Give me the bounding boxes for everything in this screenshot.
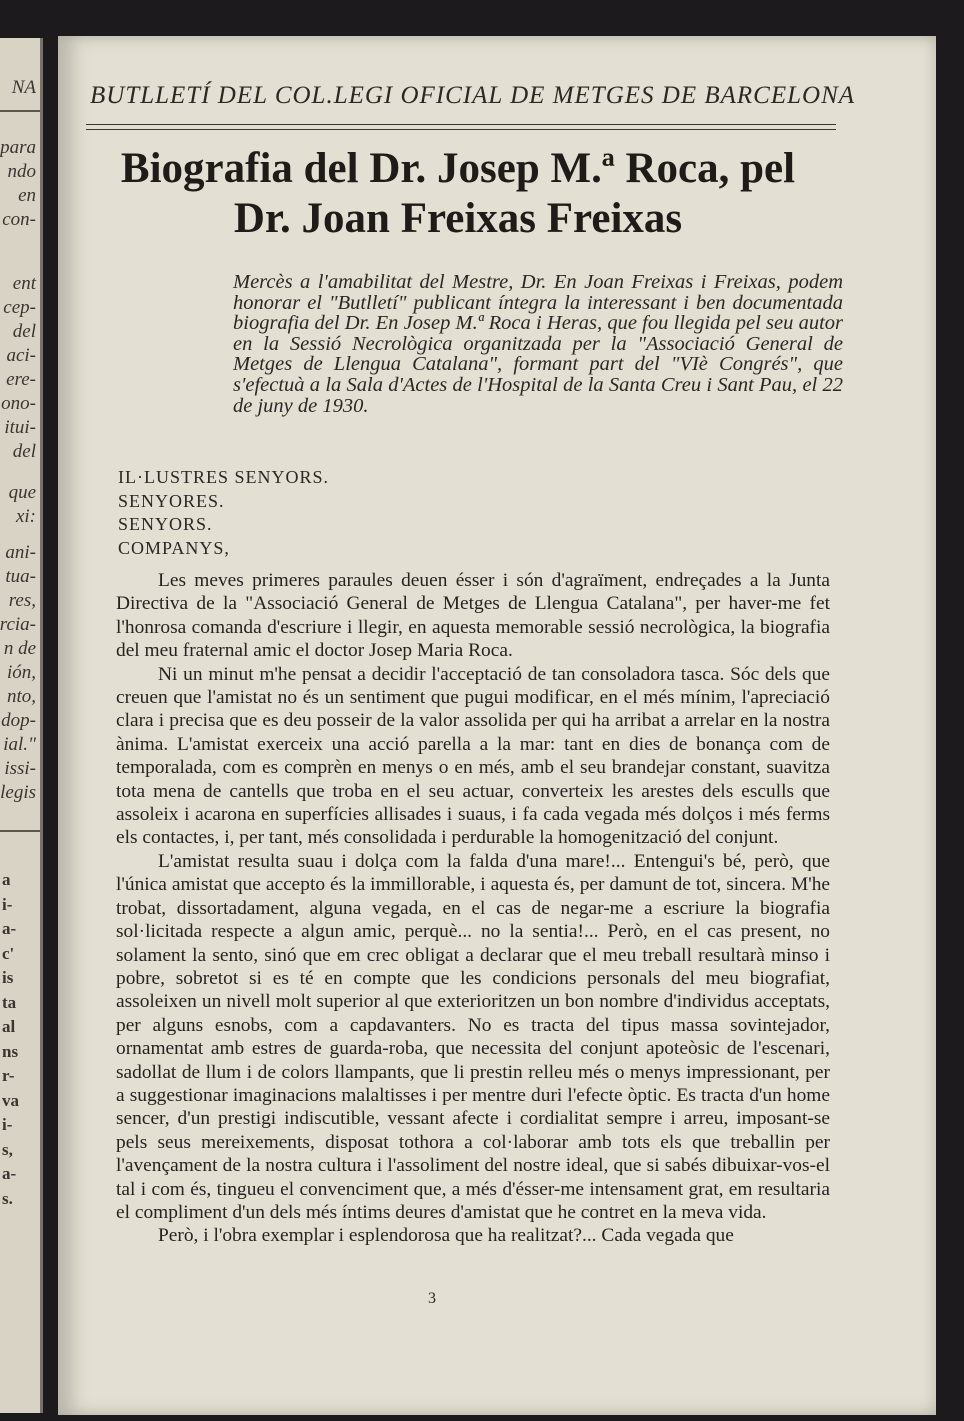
facing-page-line: r- [2,1066,15,1085]
article-title [98,144,818,244]
body-paragraph: L'amistat resulta suau i dolça com la falda d'una mare!... Entengui's bé, però, que l'única amistat que accepto és la immillorable, i aquesta és, per damunt de tot, sincera. M'he trobat, dissortadament, alguna vegada, en el cas de negar-me a escriure la biografia sol·licitada respecte a algun amic, perquè... no la sentia!... Però, en el cas present, no solament la sento, sinó que em crec obligat a declarar que el meu treball resultarà minso i pobre, sobretot si es té en compte que les condicions personals del meu biografiat, assoleixen un nivell molt superior al que exterioritzen un bon nombre d'individus acceptats, per alguns esnobs, com a capdavanters. No es tracta del tipus massa sovintejador, ornamentat amb estres de guarda-roba, que necessita del conjunt apoteòsic de l'escenari, sadollat de llum i de colors llampants, que li prestin relleu més o menys impressionant, per a suggestionar imaginacions malaltisses i per mentre duri l'efecte òptic. Es tracta d'un home sencer, d'un prestigi indiscutible, vessant afecte i cordialitat sempre i arreu, imposant-se pels seus mereixements, disposat tothora a col·laborar amb tots els que treballin per l'avençament de la nostra cultura i l'assoliment del nostre ideal, que si sabés dibuixar-vos-el tal i com és, tingueu el convenciment que, a més d'ésser-me intensament grat, em resultaria el compliment d'un dels més íntims deures d'amistat que he contret en la meva vida. [116,850,830,1223]
facing-page-line: a- [2,1164,17,1183]
facing-page-line: cep- [3,297,36,318]
article-title-line: Biografia del Dr. Josep M.ª Roca, pel [120,145,796,192]
facing-page-line: rcia- [0,614,36,635]
facing-page-line: aci- [6,345,36,366]
body-paragraph: Però, i l'obra exemplar i esplendorosa que ha realitzat?... Cada vegada que [158,1225,734,1247]
salutation [118,466,518,560]
running-head: BUTLLETÍ DEL COL.LEGI OFICIAL DE METGES DE BARCELONA [90,82,856,109]
facing-page-line: itui- [4,417,36,438]
facing-page-line: tua- [5,566,36,587]
salutation-line: COMPANYS, [118,537,230,558]
facing-page-line: dop- [1,710,36,731]
facing-page-line: del [12,441,36,462]
facing-page-line: xi: [15,506,36,527]
facing-page-line: del [12,321,36,342]
facing-page-text: NA [11,77,36,98]
article-body [116,569,830,1248]
salutation-line: SENYORS. [118,514,213,534]
page-number: 3 [428,1290,436,1307]
facing-page-text-block [9,481,36,529]
facing-page-line: nto, [6,686,36,707]
facing-page-line: a [2,870,11,889]
salutation-line: IL·LUSTRES SENYORS. [118,467,330,487]
facing-page-line: s. [2,1188,13,1208]
facing-page-line: al [2,1017,16,1036]
document-page [58,36,936,1415]
salutation-line: SENYORES. [118,490,225,511]
facing-page-line: que [8,482,36,503]
facing-page-rule [0,110,40,112]
editorial-intro: Mercès a l'amabilitat del Mestre, Dr. En Joan Freixas i Freixas, podem honorar el "Butlletí" publicant íntegra la interessant i ben documentada biografia del Dr. En Josep M.ª Roca i Heras, que fou llegida pel seu autor en la Sessió Necrològica organitzada per la "Associació General de Metges de Llengua Catalana", formant part del "VIè Congrés", que s'efectuà a la Sala d'Actes de l'Hospital de la Santa Creu i Sant Pau, el 22 de juny de 1930. [233,271,843,417]
facing-page-line: i- [2,894,13,914]
header-rule [86,129,836,130]
facing-page-line: ere- [6,369,36,390]
facing-page-text-block [2,868,19,1211]
facing-page-line: legis [0,782,36,803]
facing-page-line: para [0,137,36,158]
facing-page-line: ani- [5,542,36,563]
facing-page-text-block [0,136,36,232]
body-paragraph: Ni un minut m'he pensat a decidir l'acceptació de tan consoladora tasca. Sóc dels que creuen que l'amistat no és un sentiment que pugui modificar, en el més mínim, l'apreciació clara i precisa que es deu posseir de la valor assolida per qui ha arribat a arrelar en la nostra ànima. L'amistat exerceix una acció parella a la mar: tant en dies de bonança com de temporalada, com es comprèn en menys o en més, amb el seu brandejar constant, suavitza tota mena de cantells que troba en el seu actuar, converteix les arestes dels esculls que assoleix i acarona en superfícies allisades i suaus, i fa cada vegada més dolços i més ferms els contactes, i, per tant, més consolidada i perdurable la homogenització del conjunt. [116,663,830,849]
facing-page-text-block [1,272,36,464]
facing-page-line: a- [2,919,17,938]
facing-page-line: ndo [7,161,36,182]
facing-page-line: va [2,1090,19,1110]
facing-page-line: en [18,185,36,206]
facing-page-rule [0,830,40,832]
facing-page-line: issi- [4,758,36,779]
header-rule [86,124,836,125]
facing-page-line: is [2,968,14,987]
facing-page-fragment [0,38,43,1413]
facing-page-line: res, [8,590,36,611]
article-title-line: Dr. Joan Freixas Freixas [233,195,683,242]
facing-page-line: con- [2,209,36,230]
facing-page-text-block [0,541,36,805]
facing-page-line: ial." [3,734,36,755]
facing-page-line: i- [2,1115,13,1134]
facing-page-line: ent [12,273,36,294]
facing-page-line: ono- [1,393,36,414]
body-paragraph: Les meves primeres paraules deuen ésser i són d'agraïment, endreçades a la Junta Directiva de la "Associació General de Metges de Llengua Catalana", per haver-me fet l'honrosa comanda d'escriure i llegir, en aquesta memorable sessió necrològica, la biografia del meu fraternal amic el doctor Josep Maria Roca. [116,570,830,662]
facing-page-line: ta [2,992,17,1012]
facing-page-line: s, [2,1139,13,1159]
facing-page-line: n de [3,638,36,659]
facing-page-line: ión, [6,662,36,683]
facing-page-line: c' [2,943,15,963]
facing-page-line: ns [2,1041,19,1061]
